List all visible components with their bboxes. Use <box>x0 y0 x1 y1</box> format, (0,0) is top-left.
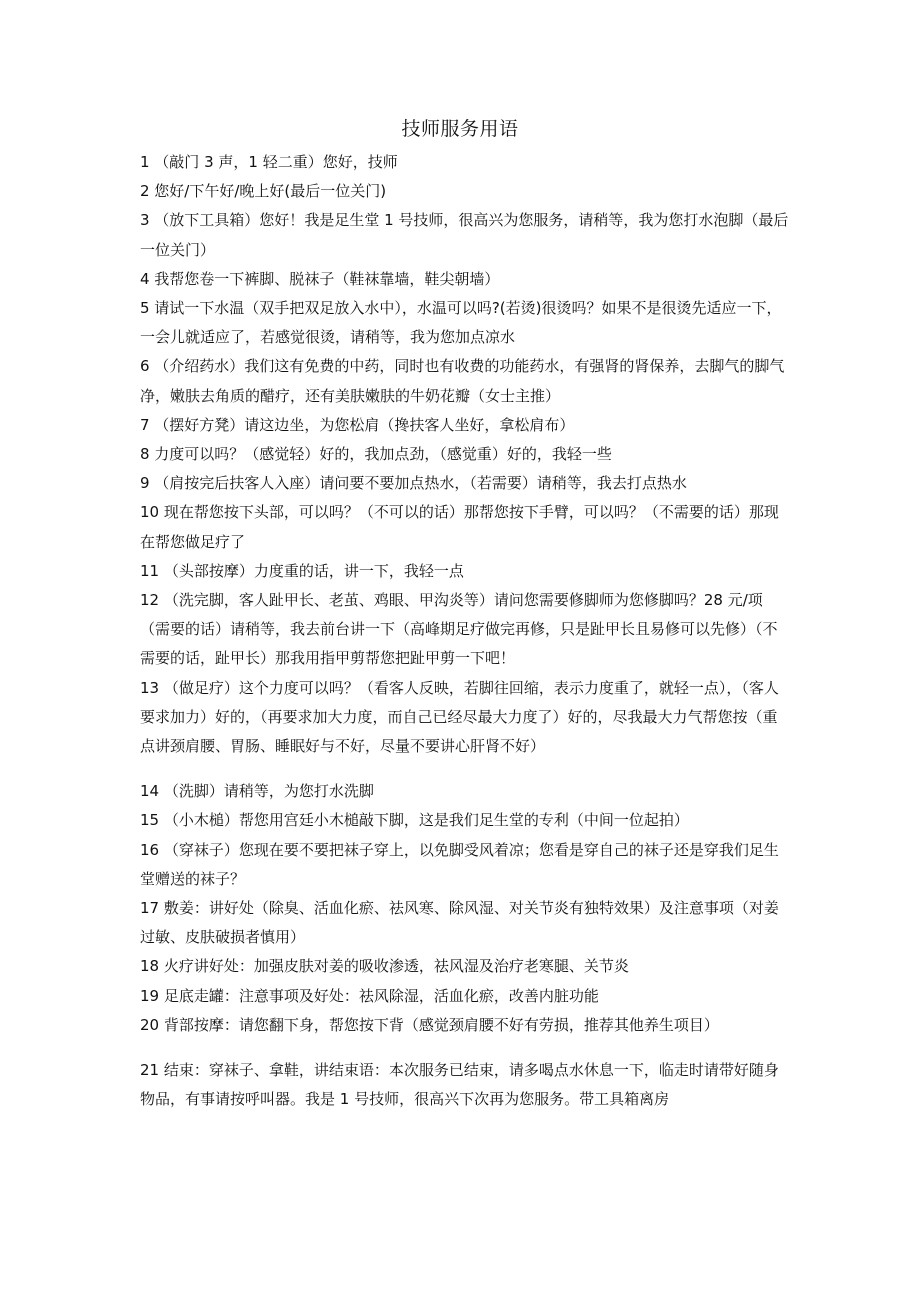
list-item-9: 9 （肩按完后扶客人入座）请问要不要加点热水，（若需要）请稍等，我去打点热水 <box>140 474 687 493</box>
list-item-15: 15 （小木槌）帮您用宫廷小木槌敲下脚，这是我们足生堂的专利（中间一位起拍） <box>140 811 689 830</box>
list-item-19: 19 足底走罐：注意事项及好处：祛风除湿，活血化瘀，改善内脏功能 <box>140 986 599 1005</box>
list-item-18: 18 火疗讲好处：加强皮肤对姜的吸收渗透，祛风湿及治疗老寒腿、关节炎 <box>140 957 629 976</box>
list-item-1: 1 （敲门 3 声，1 轻二重）您好，技师 <box>140 153 398 171</box>
list-item-3: 3 （放下工具箱）您好！我是足生堂 1 号技师，很高兴为您服务，请稍等，我为您打水泡脚（最后一位关门） <box>140 211 789 259</box>
list-item-17: 17 敷姜：讲好处（除臭、活血化瘀、祛风寒、除风湿、对关节炎有独特效果）及注意事项（对姜过敏、皮肤破损者慎用） <box>140 899 779 947</box>
list-item-4: 4 我帮您卷一下裤脚、脱袜子（鞋袜靠墙，鞋尖朝墙） <box>140 269 500 288</box>
list-item-12: 12 （洗完脚，客人趾甲长、老茧、鸡眼、甲沟炎等）请问您需要修脚师为您修脚吗？28 元/项（需要的话）请稍等，我去前台讲一下（高峰期足疗做完再修，只是趾甲长且易修可以先修）（不需要的话，趾甲长）那我用指甲剪帮您把趾甲剪一下吧！ <box>140 591 778 668</box>
list-item-5: 5 请试一下水温（双手把双足放入水中），水温可以吗?(若烫)很烫吗？如果不是很烫先适应一下，一会儿就适应了，若感觉很烫，请稍等，我为您加点凉水 <box>140 299 782 347</box>
document-title: 技师服务用语 <box>401 118 519 140</box>
list-item-16: 16 （穿袜子）您现在要不要把袜子穿上，以免脚受风着凉；您看是穿自己的袜子还是穿我们足生堂赠送的袜子？ <box>140 840 779 888</box>
list-item-10: 10 现在帮您按下头部，可以吗？（不可以的话）那帮您按下手臂，可以吗？（不需要的话）那现在帮您做足疗了 <box>140 503 779 551</box>
list-item-2: 2 您好/下午好/晚上好(最后一位关门) <box>140 182 387 201</box>
list-item-7: 7 （摆好方凳）请这边坐，为您松肩（搀扶客人坐好，拿松肩布） <box>140 415 575 434</box>
list-item-14: 14 （洗脚）请稍等，为您打水洗脚 <box>140 782 374 801</box>
list-item-11: 11 （头部按摩）力度重的话，讲一下，我轻一点 <box>140 561 464 580</box>
list-item-13: 13 （做足疗）这个力度可以吗？（看客人反映，若脚往回缩，表示力度重了，就轻一点），（客人要求加力）好的，（再要求加大力度，而自己已经尽最大力度了）好的，尽我最大力气帮您按（重点讲颈肩腰、胃肠、睡眠好与不好，尽量不要讲心肝肾不好） <box>140 678 779 756</box>
list-item-20: 20 背部按摩：请您翻下身，帮您按下背（感觉颈肩腰不好有劳损，推荐其他养生项目） <box>140 1015 719 1034</box>
list-item-21: 21 结束：穿袜子、拿鞋，讲结束语：本次服务已结束，请多喝点水休息一下，临走时请带好随身物品，有事请按呼叫器。我是 1 号技师，很高兴下次再为您服务。带工具箱离房 <box>140 1061 779 1109</box>
list-item-8: 8 力度可以吗？（感觉轻）好的，我加点劲，（感觉重）好的，我轻一些 <box>140 445 612 464</box>
list-item-6: 6 （介绍药水）我们这有免费的中药，同时也有收费的功能药水，有强肾的肾保养，去脚气的脚气净，嫩肤去角质的醋疗，还有美肤嫩肤的牛奶花瓣（女士主推） <box>140 357 785 405</box>
document-body <box>140 148 790 1115</box>
